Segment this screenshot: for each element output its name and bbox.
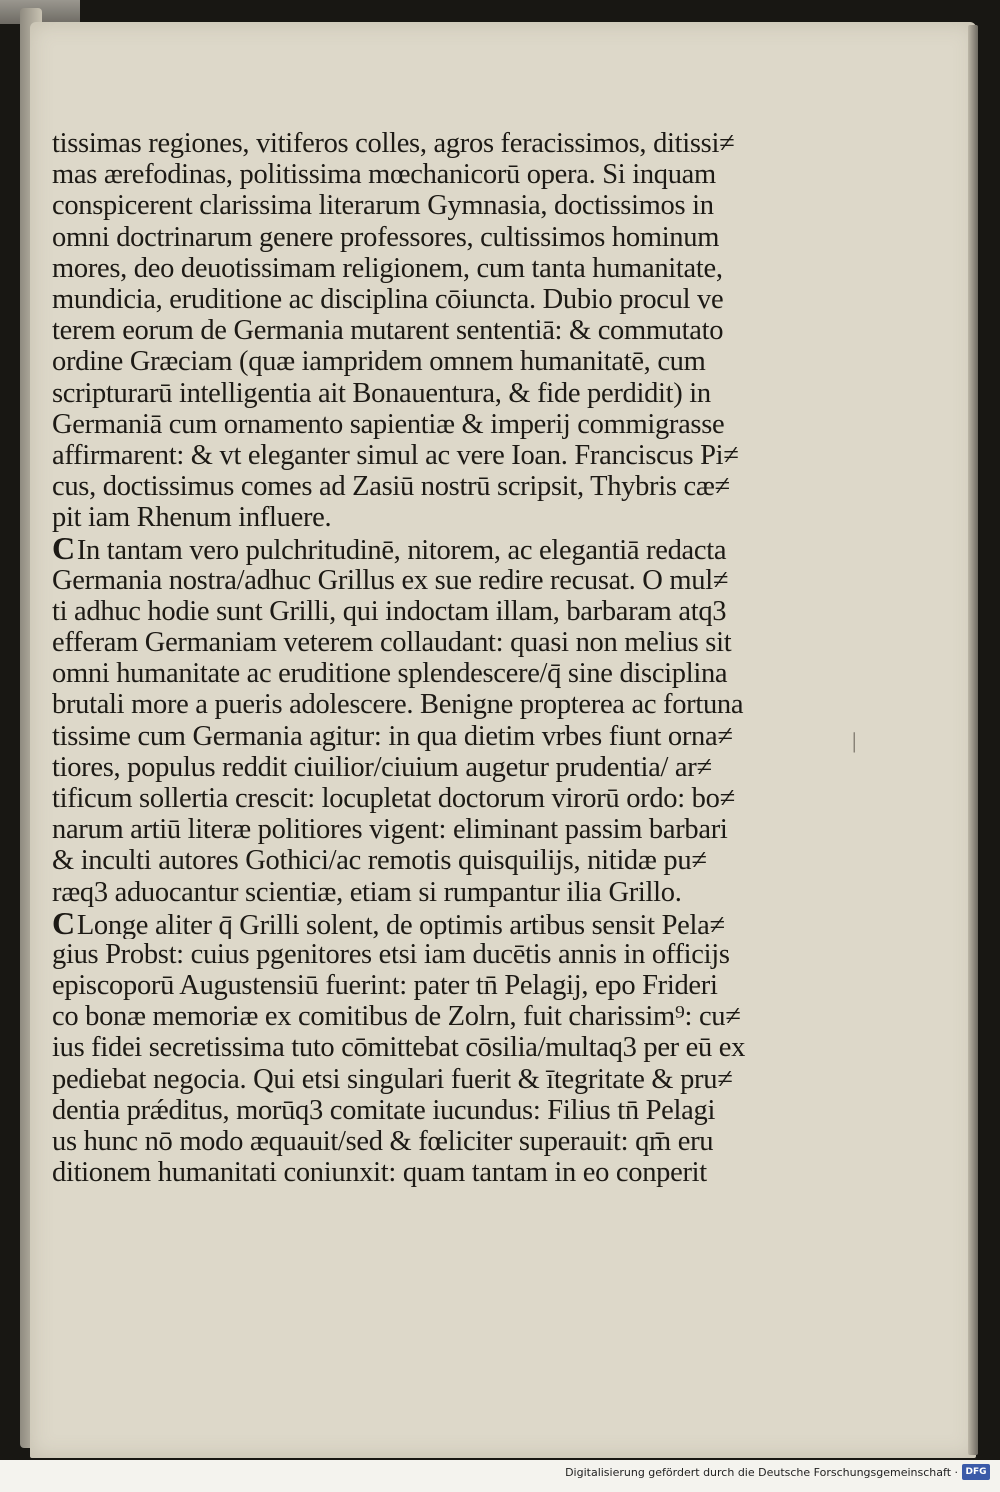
text-line: pediebat negocia. Qui etsi singulari fuerit & ītegritate & pru≠ <box>52 1063 733 1095</box>
paragraph-line <box>52 533 792 564</box>
paragraph-mark: C <box>52 533 75 565</box>
text-line: ius fidei secretissima tuto cōmittebat cōsilia/multaq3 per eū ex <box>52 1032 746 1064</box>
text-line: dentia prǽditus, morūq3 comitate iucundus: Filius tn̄ Pelagi <box>52 1094 716 1126</box>
text-line: episcoporū Augustensiū fuerint: pater tn̄ Pelagij, epo Frideri <box>52 970 718 1002</box>
page-text <box>52 128 792 1188</box>
text-line: ti adhuc hodie sunt Grilli, qui indoctam illam, barbaram atq3 <box>52 595 727 627</box>
paragraph-line <box>52 908 792 939</box>
text-line: tissime cum Germania agitur: in qua dietim vrbes fiunt orna≠ <box>52 720 733 752</box>
page-edge-right <box>968 25 978 1455</box>
text-line: us hunc nō modo æquauit/sed & fœliciter superauit: qm̄ eru <box>52 1126 714 1157</box>
text-line: pit iam Rhenum influere. <box>52 502 332 534</box>
text-line: terem eorum de Germania mutarent sententiā: & commutato <box>52 315 724 347</box>
dfg-logo: DFG <box>962 1464 990 1480</box>
text-line: ræq3 aduocantur scientiæ, etiam si rumpantur ilia Grillo. <box>52 876 682 908</box>
text-line: efferam Germaniam veterem collaudant: quasi non melius sit <box>52 627 732 658</box>
text-line: Germaniā cum ornamento sapientiæ & imperij commigrasse <box>52 408 725 440</box>
text-line: ditionem humanitati coniunxit: quam tantam in eo conperit <box>52 1157 707 1189</box>
text-line: ordine Græciam (quæ iampridem omnem humanitatē, cum <box>52 346 706 378</box>
text-line: & inculti autores Gothici/ac remotis quisquilijs, nitidæ pu≠ <box>52 845 707 877</box>
text-line: In tantam vero pulchritudinē, nitorem, ac elegantiā redacta <box>76 535 727 565</box>
text-line: mas ærefodinas, politissima mœchanicorū opera. Si inquam <box>52 159 716 191</box>
text-line: cus, doctissimus comes ad Zasiū nostrū scripsit, Thybris cæ≠ <box>52 471 730 503</box>
text-line: Longe aliter q̄ Grilli solent, de optimis artibus sensit Pela≠ <box>76 909 725 939</box>
text-line: scripturarū intelligentia ait Bonauentura, & fide perdidit) in <box>52 377 711 409</box>
text-line: affirmarent: & vt eleganter simul ac vere Ioan. Franciscus Pi≠ <box>52 439 739 471</box>
text-line: omni humanitate ac eruditione splendescere/q̄ sine disciplina <box>52 658 728 690</box>
text-line: brutali more a pueris adolescere. Benigne propterea ac fortuna <box>52 689 744 721</box>
text-line: omni doctrinarum genere professores, cultissimos hominum <box>52 221 720 253</box>
paragraph-mark: C <box>52 907 75 939</box>
text-line: mores, deo deuotissimam religionem, cum tanta humanitate, <box>52 252 723 284</box>
text-line: tissimas regiones, vitiferos colles, agros feracissimos, ditissi≠ <box>52 128 735 159</box>
text-line: co bonæ memoriæ ex comitibus de Zolrn, fuit charissim⁹: cu≠ <box>52 1001 741 1033</box>
margin-tick: | <box>852 728 857 753</box>
text-line: conspicerent clarissima literarum Gymnasia, doctissimos in <box>52 190 714 222</box>
text-line: tiores, populus reddit ciuilior/ciuium augetur prudentia/ ar≠ <box>52 751 712 783</box>
text-line: Germania nostra/adhuc Grillus ex sue redire recusat. O mul≠ <box>52 564 729 596</box>
text-line: gius Probst: cuius pgenitores etsi iam ducētis annis in officijs <box>52 938 730 970</box>
text-line: tificum sollertia crescit: locupletat doctorum virorū ordo: bo≠ <box>52 782 735 814</box>
text-line: narum artiū literæ politiores vigent: eliminant passim barbari <box>52 814 728 846</box>
digitization-credit: Digitalisierung gefördert durch die Deutsche Forschungsgemeinschaft · <box>565 1466 958 1479</box>
text-line: mundicia, eruditione ac disciplina cōiuncta. Dubio procul ve <box>52 283 724 315</box>
